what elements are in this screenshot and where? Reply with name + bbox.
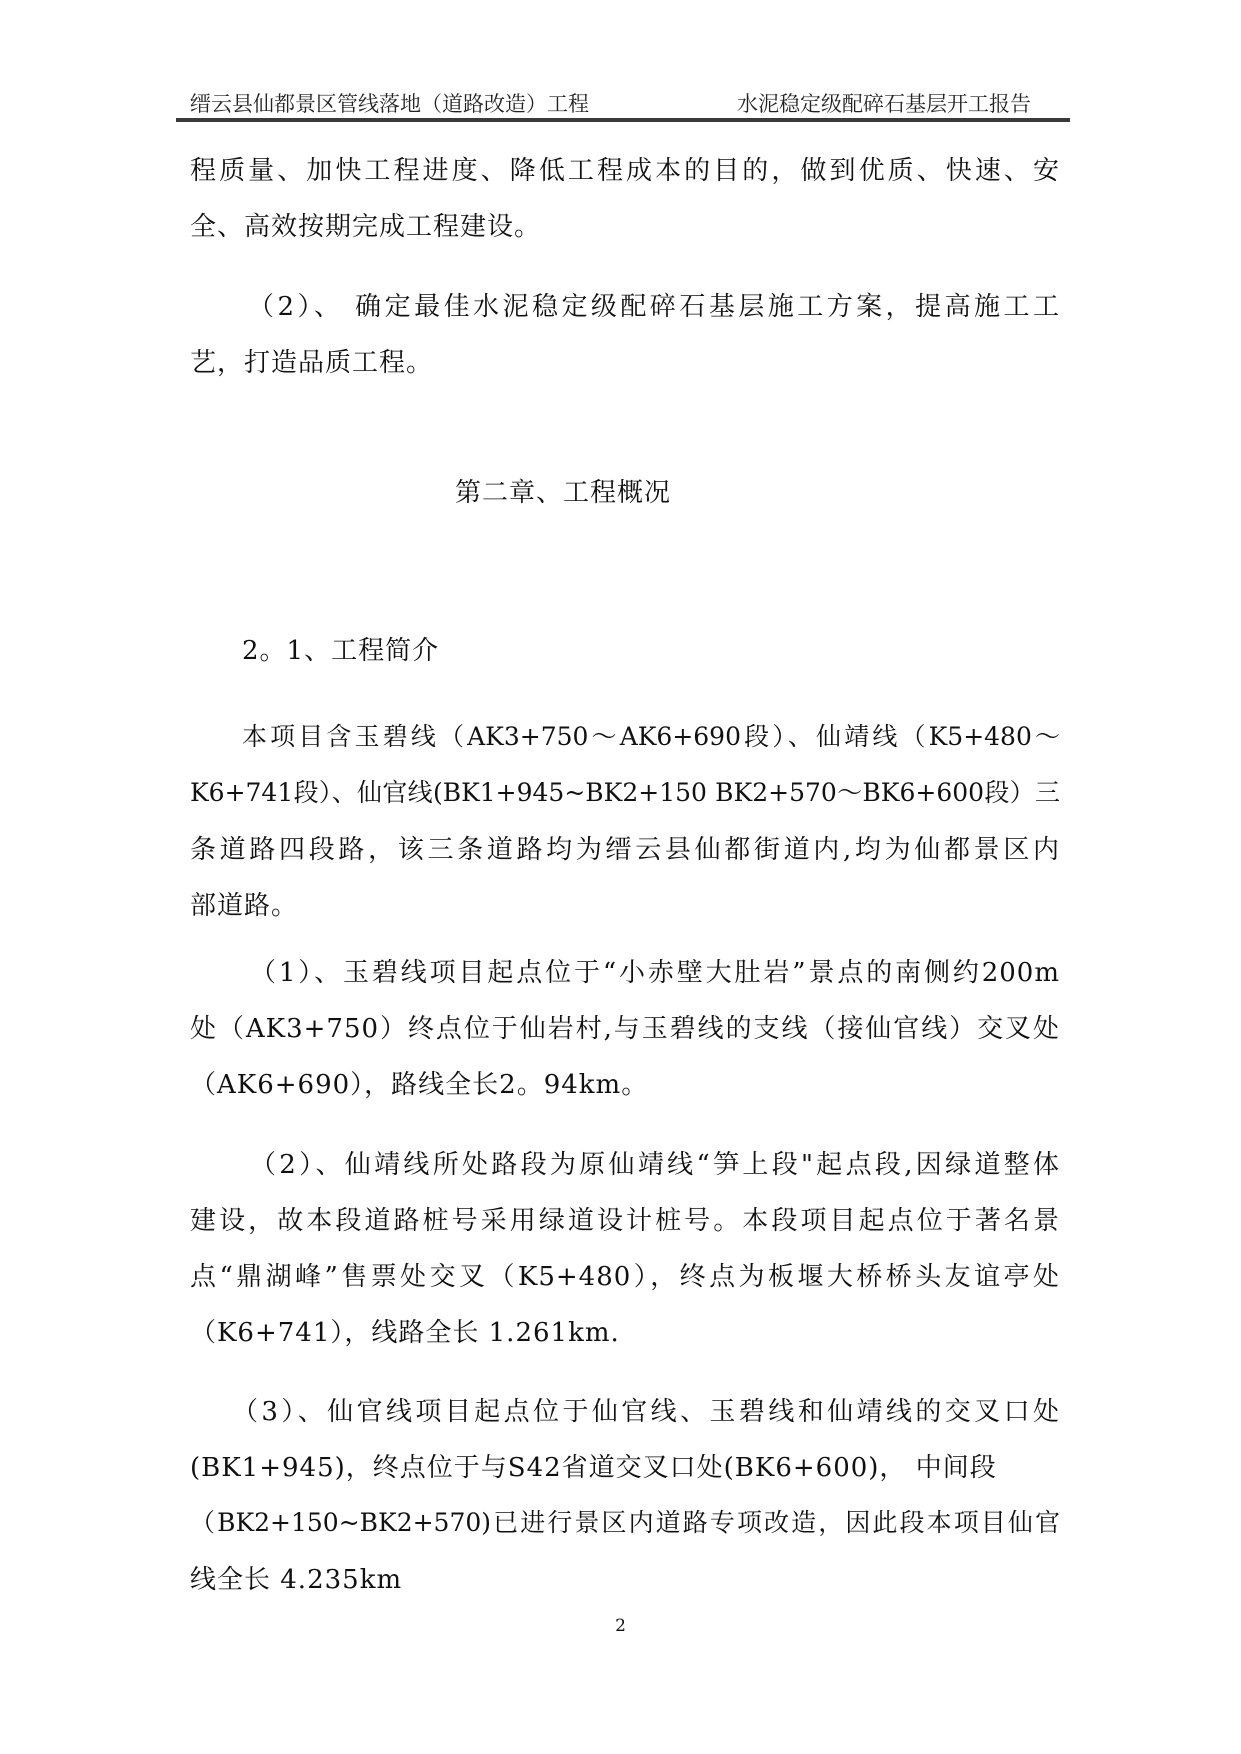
body-line: 处（AK3+750）终点位于仙岩村,与玉碧线的支线（接仙官线）交叉处 <box>190 1014 1060 1044</box>
body-line: （2）、仙靖线所处路段为原仙靖线“笋上段"起点段,因绿道整体 <box>250 1150 1060 1180</box>
body-line: 线全长 4.235km <box>190 1565 403 1595</box>
section-heading: 2。1、工程简介 <box>242 636 440 666</box>
body-line: 建设，故本段道路桩号采用绿道设计桩号。本段项目起点位于著名景 <box>190 1206 1060 1236</box>
body-line: (BK1+945)，终点位于与S42省道交叉口处(BK6+600)， 中间段 <box>190 1453 997 1483</box>
header-project-title: 缙云县仙都景区管线落地（道路改造）工程 <box>190 92 589 116</box>
header-report-title: 水泥稳定级配碎石基层开工报告 <box>737 92 1031 116</box>
body-line: 点“鼎湖峰”售票处交叉（K5+480），终点为板堰大桥桥头友谊亭处 <box>190 1262 1060 1292</box>
body-line: 艺，打造品质工程。 <box>190 348 434 378</box>
page-number: 2 <box>615 1616 626 1636</box>
body-line: 全、高效按期完成工程建设。 <box>190 212 542 242</box>
body-line: （1）、玉碧线项目起点位于“小赤壁大肚岩”景点的南侧约200m <box>250 958 1060 988</box>
body-line: K6+741段）、仙官线(BK1+945~BK2+150 BK2+570～BK6+600段）三 <box>190 778 1060 807</box>
body-line: （AK6+690），路线全长2。94km。 <box>190 1070 649 1100</box>
chapter-title: 第二章、工程概况 <box>455 478 672 508</box>
body-line: （3）、仙官线项目起点位于仙官线、玉碧线和仙靖线的交叉口处 <box>232 1397 1060 1427</box>
body-line: （BK2+150~BK2+570)已进行景区内道路专项改造，因此段本项目仙官 <box>190 1508 1060 1537</box>
body-line: 部道路。 <box>190 891 299 921</box>
header-rule <box>176 118 1070 122</box>
body-line: （K6+741），线路全长 1.261km. <box>190 1318 620 1348</box>
body-line: 本项目含玉碧线（AK3+750～AK6+690段）、仙靖线（K5+480～ <box>242 722 1060 751</box>
body-line: （2）、 确定最佳水泥稳定级配碎石基层施工方案，提高施工工 <box>248 292 1060 322</box>
body-line: 条道路四段路，该三条道路均为缙云县仙都街道内,均为仙都景区内 <box>190 835 1060 865</box>
body-line: 程质量、加快工程进度、降低工程成本的目的，做到优质、快速、安 <box>190 156 1060 186</box>
